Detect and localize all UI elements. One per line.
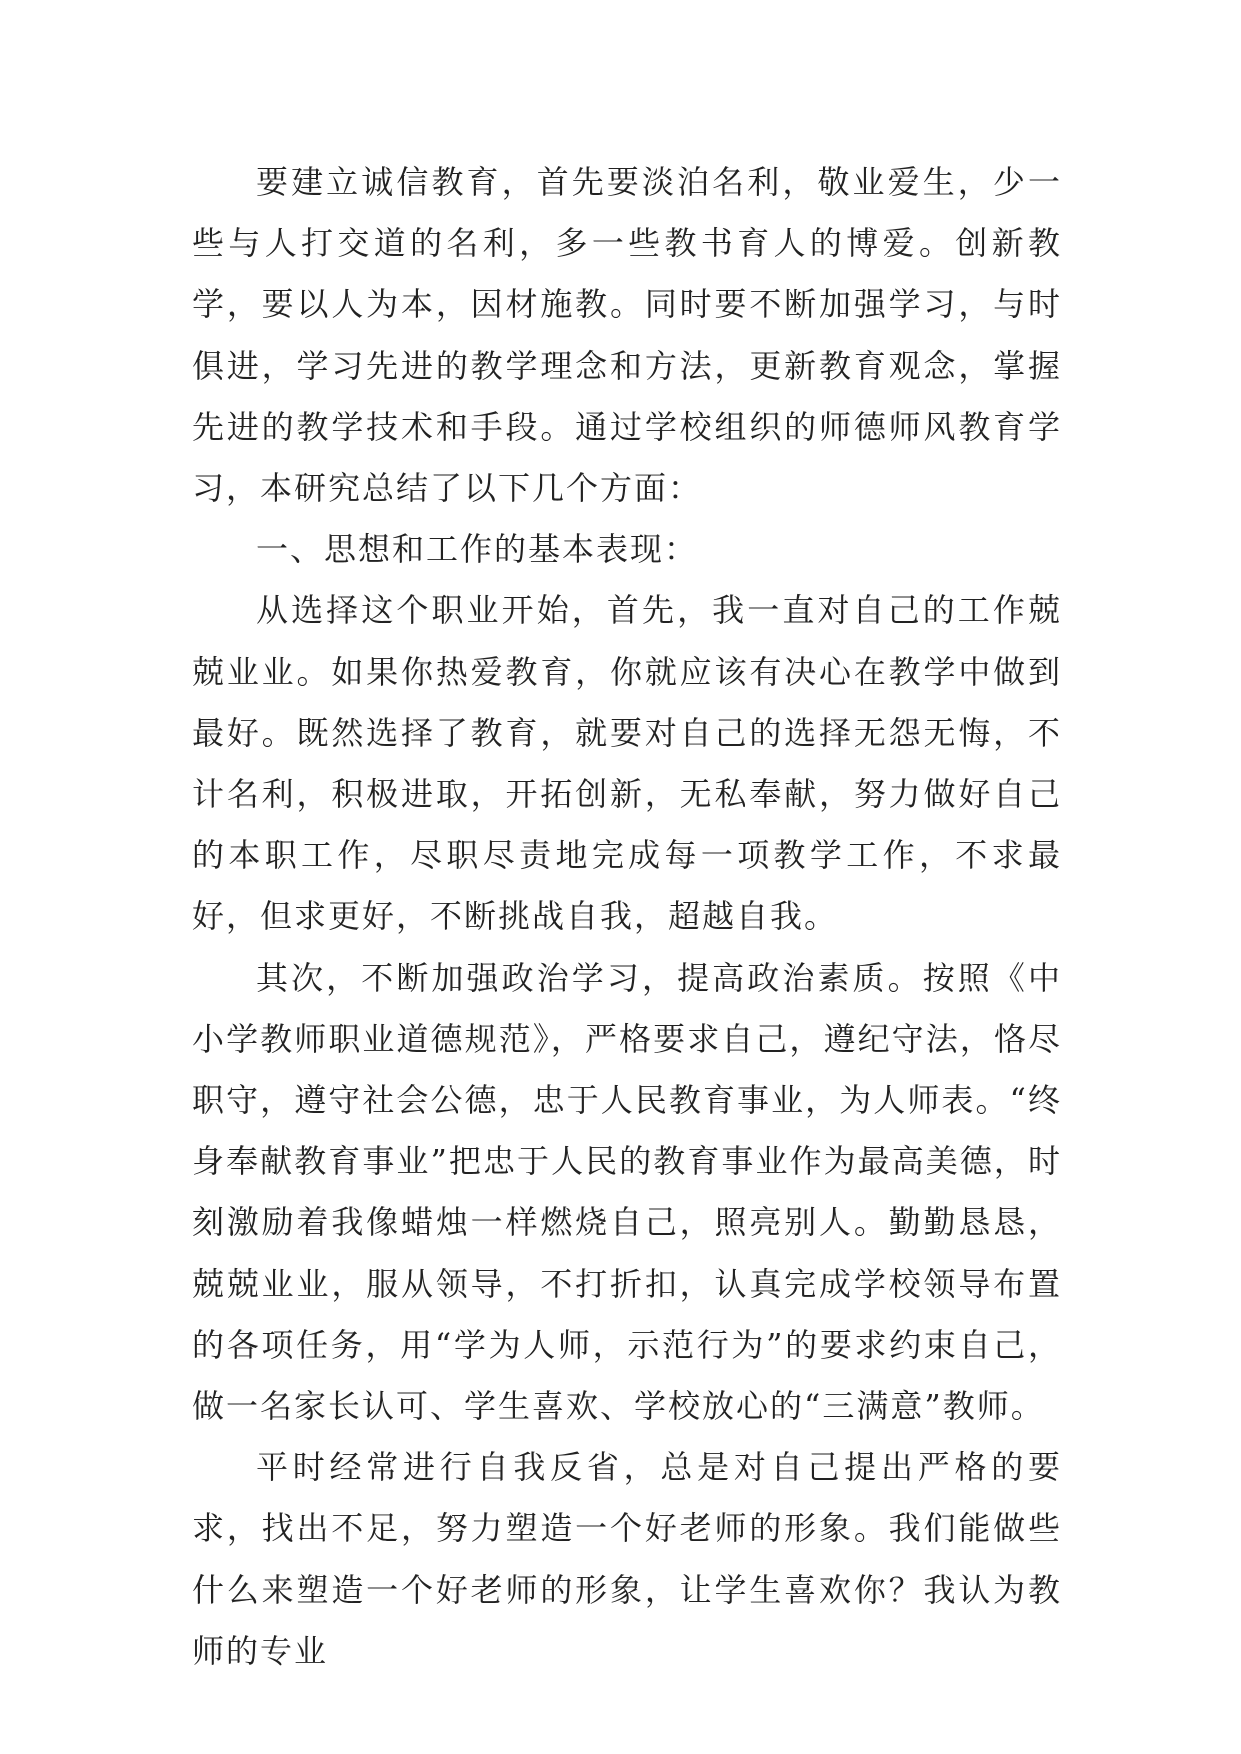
- paragraph-self-reflection: 平时经常进行自我反省，总是对自己提出严格的要求，找出不足，努力塑造一个好老师的形象。我们能做些什么来塑造一个好老师的形象，让学生喜欢你？我认为教师的专业: [192, 1448, 1062, 1670]
- document-body: [192, 152, 1062, 1682]
- paragraph-political-study: 其次，不断加强政治学习，提高政治素质。按照《中小学教师职业道德规范》，严格要求自己，遵纪守法，恪尽职守，遵守社会公德，忠于人民教育事业，为人师表。“终身奉献教育事业”把忠于人民的教育事业作为最高美德，时刻激励着我像蜡烛一样燃烧自己，照亮别人。勤勤恳恳，兢兢业业，服从领导，不打折扣，认真完成学校领导布置的各项任务，用“学为人师，示范行为”的要求约束自己，做一名家长认可、学生喜欢、学校放心的“三满意”教师。: [192, 958, 1062, 1426]
- section-heading: 一、思想和工作的基本表现：: [256, 530, 699, 569]
- paragraph-career: 从选择这个职业开始，首先，我一直对自己的工作兢兢业业。如果你热爱教育，你就应该有决心在教学中做到最好。既然选择了教育，就要对自己的选择无怨无悔，不计名利，积极进取，开拓创新，无私奉献，努力做好自己的本职工作，尽职尽责地完成每一项教学工作，不求最好，但求更好，不断挑战自我，超越自我。: [192, 591, 1062, 936]
- paragraph-intro: 要建立诚信教育，首先要淡泊名利，敬业爱生，少一些与人打交道的名利，多一些教书育人的博爱。创新教学，要以人为本，因材施教。同时要不断加强学习，与时俱进，学习先进的教学理念和方法，更新教育观念，掌握先进的教学技术和手段。通过学校组织的师德师风教育学习，本研究总结了以下几个方面：: [192, 163, 1062, 508]
